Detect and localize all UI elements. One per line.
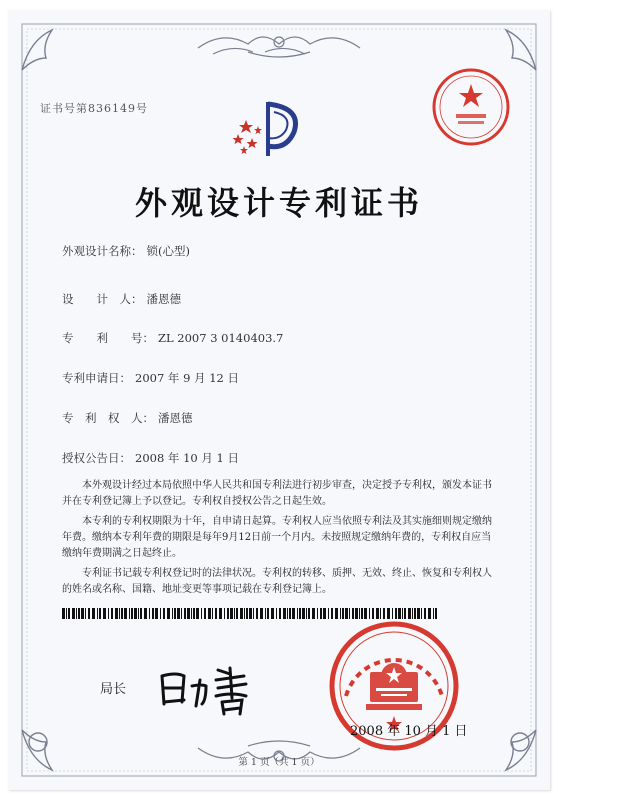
design-name-field (62, 243, 190, 259)
body-paragraph-3: 专利证书记载专利权登记时的法律状况。专利权的转移、质押、无效、终止、恢复和专利权人的姓名或名称、国籍、地址变更等事项记载在专利登记簿上。 (62, 568, 492, 595)
designer-field (62, 291, 181, 307)
designer-label: 设 计 人： (62, 292, 143, 306)
certificate-paper (8, 10, 550, 790)
patentee-value: 潘恩德 (158, 411, 193, 425)
grant-date-label: 授权公告日： (62, 451, 131, 465)
designer-value: 潘恩德 (146, 292, 181, 306)
page-footer: 第 1 页（共 1 页） (238, 757, 320, 768)
design-name-value: 锁(心型) (146, 244, 190, 258)
certificate-title: 外观设计专利证书 (134, 184, 423, 222)
certificate-number: 证书号第836149号 (40, 102, 148, 115)
patent-office-logo-icon (228, 98, 308, 162)
grant-date-field (62, 450, 239, 466)
patentee-field (62, 410, 193, 426)
patent-number-label: 专 利 号： (62, 331, 154, 345)
issue-date: 2008 年 10 月 1 日 (350, 724, 468, 739)
director-label: 局长 (100, 682, 127, 697)
patentee-label: 专 利 权 人： (62, 411, 154, 425)
certificate-body (62, 478, 492, 602)
design-name-label: 外观设计名称： (62, 244, 143, 258)
application-date-label: 专利申请日： (62, 371, 131, 385)
patent-number-value: ZL 2007 3 0140403.7 (158, 331, 284, 345)
patent-number-field (62, 330, 283, 346)
body-paragraph-2: 本专利的专利权期限为十年，自申请日起算。专利权人应当依照专利法及其实施细则规定缴纳年费。缴纳本专利年费的期限是每年9月12日前一个月内。未按照规定缴纳年费的，专利权自应当缴纳年费期满之日起终止。 (62, 516, 492, 559)
application-date-value: 2007 年 9 月 12 日 (135, 371, 239, 385)
application-date-field (62, 370, 239, 386)
grant-date-value: 2008 年 10 月 1 日 (135, 451, 239, 465)
agency-seal-icon (430, 66, 512, 148)
director-signature-icon (156, 658, 266, 718)
body-paragraph-1: 本外观设计经过本局依照中华人民共和国专利法进行初步审查，决定授予专利权，颁发本证书并在专利登记簿上予以登记。专利权自授权公告之日起生效。 (62, 480, 492, 507)
